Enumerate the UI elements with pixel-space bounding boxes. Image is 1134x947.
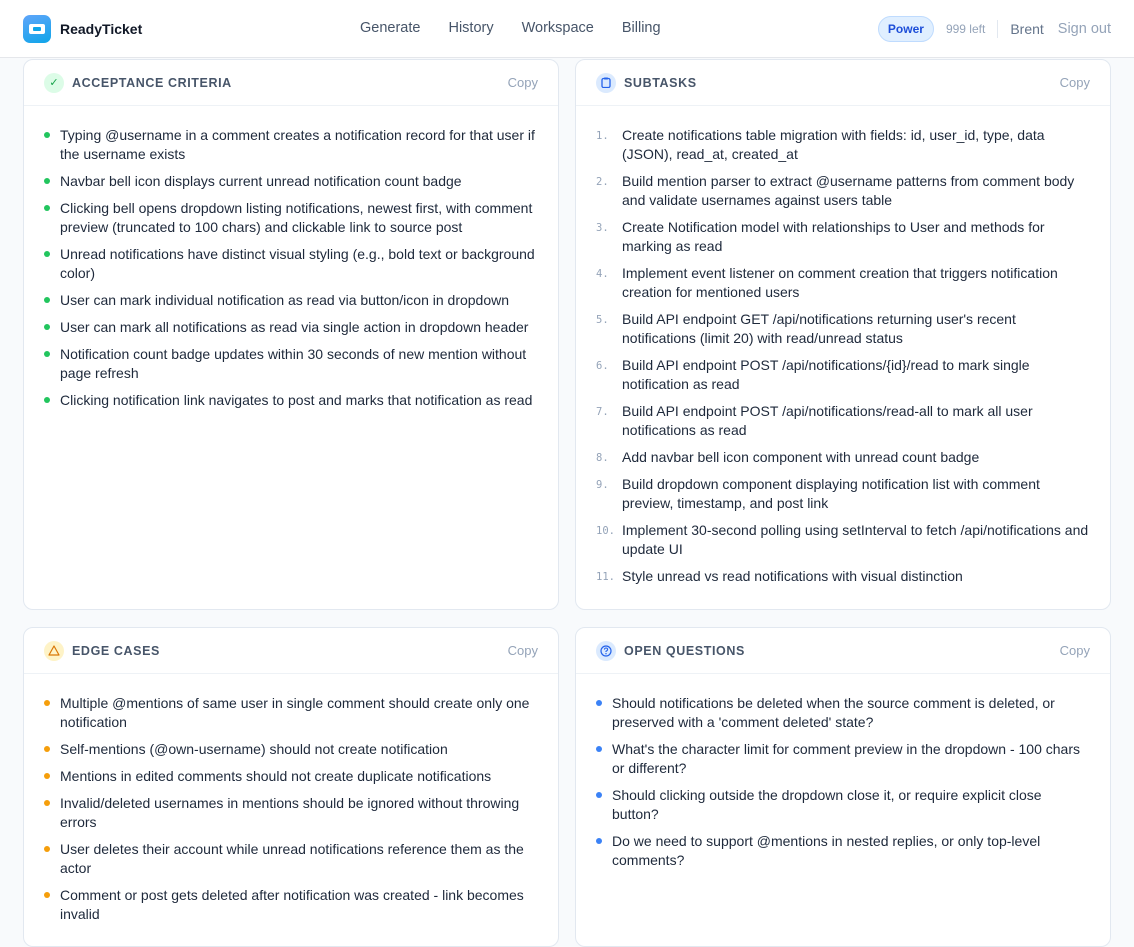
edge-case-item bbox=[44, 794, 538, 832]
bullet-dot bbox=[44, 846, 50, 852]
top-bar bbox=[0, 0, 1134, 58]
subtask-number: 6. bbox=[596, 360, 609, 372]
warning-icon bbox=[44, 641, 64, 661]
subtask-item bbox=[596, 402, 1090, 440]
main-nav bbox=[360, 20, 689, 36]
acceptance-item bbox=[44, 318, 538, 337]
item-text: Multiple @mentions of same user in single comment should create only one notification bbox=[60, 695, 530, 730]
acceptance-item bbox=[44, 172, 538, 191]
edge-case-item bbox=[44, 740, 538, 759]
card-title: EDGE CASES bbox=[72, 643, 160, 658]
bullet-dot bbox=[44, 397, 50, 403]
bullet-dot bbox=[44, 324, 50, 330]
brand-name: ReadyTicket bbox=[60, 21, 143, 37]
copy-button[interactable]: Copy bbox=[1059, 643, 1090, 658]
question-item bbox=[596, 694, 1090, 732]
card-header bbox=[24, 628, 558, 674]
item-text: Self-mentions (@own-username) should not create notification bbox=[60, 741, 448, 757]
edge-cases-card bbox=[23, 627, 559, 947]
plan-badge: Power bbox=[878, 16, 934, 42]
item-text: Create Notification model with relationships to User and methods for marking as read bbox=[622, 219, 1045, 254]
item-text: Implement event listener on comment creation that triggers notification creation for mentioned users bbox=[622, 265, 1058, 300]
ticket-logo-icon bbox=[23, 15, 51, 43]
bullet-dot bbox=[44, 773, 50, 779]
card-title: ACCEPTANCE CRITERIA bbox=[72, 75, 232, 90]
item-text: Implement 30-second polling using setInterval to fetch /api/notifications and update UI bbox=[622, 522, 1089, 557]
bullet-dot bbox=[44, 251, 50, 257]
subtask-item bbox=[596, 567, 1090, 586]
copy-button[interactable]: Copy bbox=[507, 75, 538, 90]
open-questions-card bbox=[575, 627, 1111, 947]
item-text: Should notifications be deleted when the source comment is deleted, or preserved with a 'comment deleted' state? bbox=[612, 695, 1055, 730]
edge-cases-list bbox=[24, 674, 558, 924]
copy-button[interactable]: Copy bbox=[1059, 75, 1090, 90]
subtask-number: 5. bbox=[596, 314, 609, 326]
item-text: Build mention parser to extract @username patterns from comment body and validate usernames against users table bbox=[622, 173, 1075, 208]
subtask-item bbox=[596, 356, 1090, 394]
brand[interactable] bbox=[23, 15, 142, 43]
bullet-dot bbox=[44, 132, 50, 138]
nav-billing[interactable]: Billing bbox=[621, 20, 661, 36]
subtask-item bbox=[596, 448, 1090, 467]
acceptance-list bbox=[24, 106, 558, 410]
subtask-number: 7. bbox=[596, 406, 609, 418]
check-icon: ✓ bbox=[44, 73, 64, 93]
item-text: Comment or post gets deleted after notification was created - link becomes invalid bbox=[60, 887, 524, 922]
copy-button[interactable]: Copy bbox=[507, 643, 538, 658]
card-header bbox=[576, 60, 1110, 106]
question-item bbox=[596, 832, 1090, 870]
subtask-number: 10. bbox=[596, 525, 615, 537]
item-text: Style unread vs read notifications with visual distinction bbox=[622, 568, 963, 584]
bullet-dot bbox=[44, 351, 50, 357]
item-text: Create notifications table migration with fields: id, user_id, type, data (JSON), read_at, created_at bbox=[622, 127, 1045, 162]
item-text: User deletes their account while unread notifications reference them as the actor bbox=[60, 841, 524, 876]
card-header bbox=[24, 60, 558, 106]
nav-history[interactable]: History bbox=[448, 20, 494, 36]
bullet-dot bbox=[596, 700, 602, 706]
acceptance-item bbox=[44, 199, 538, 237]
sign-out-link[interactable]: Sign out bbox=[1057, 21, 1111, 37]
item-text: Build dropdown component displaying notification list with comment preview, timestamp, and post link bbox=[622, 476, 1040, 511]
acceptance-item bbox=[44, 345, 538, 383]
account-area bbox=[878, 16, 1111, 42]
clipboard-icon bbox=[596, 73, 616, 93]
item-text: Mentions in edited comments should not create duplicate notifications bbox=[60, 768, 492, 784]
user-name: Brent bbox=[1010, 21, 1044, 37]
bullet-dot bbox=[44, 746, 50, 752]
item-text: Navbar bell icon displays current unread notification count badge bbox=[60, 173, 462, 189]
subtask-number: 2. bbox=[596, 176, 609, 188]
item-text: Clicking bell opens dropdown listing notifications, newest first, with comment preview (truncated to 100 chars) and clickable link to source post bbox=[60, 200, 533, 235]
item-text: Build API endpoint POST /api/notifications/{id}/read to mark single notification as read bbox=[622, 357, 1030, 392]
bullet-dot bbox=[596, 746, 602, 752]
subtask-number: 9. bbox=[596, 479, 609, 491]
bullet-dot bbox=[44, 800, 50, 806]
subtask-item bbox=[596, 310, 1090, 348]
subtask-item bbox=[596, 126, 1090, 164]
subtask-item bbox=[596, 172, 1090, 210]
item-text: Add navbar bell icon component with unread count badge bbox=[622, 449, 980, 465]
acceptance-criteria-card bbox=[23, 59, 559, 610]
nav-workspace[interactable]: Workspace bbox=[521, 20, 594, 36]
item-text: User can mark individual notification as read via button/icon in dropdown bbox=[60, 292, 510, 308]
bullet-dot bbox=[44, 205, 50, 211]
open-questions-list bbox=[576, 674, 1110, 870]
subtask-number: 3. bbox=[596, 222, 609, 234]
edge-case-item bbox=[44, 767, 538, 786]
edge-case-item bbox=[44, 694, 538, 732]
acceptance-item bbox=[44, 291, 538, 310]
bullet-dot bbox=[44, 178, 50, 184]
subtasks-card bbox=[575, 59, 1111, 610]
subtask-item bbox=[596, 218, 1090, 256]
item-text: Typing @username in a comment creates a notification record for that user if the username exists bbox=[60, 127, 535, 162]
question-icon bbox=[596, 641, 616, 661]
subtask-number: 1. bbox=[596, 130, 609, 142]
bullet-dot bbox=[44, 892, 50, 898]
bullet-dot bbox=[44, 700, 50, 706]
item-text: Build API endpoint POST /api/notifications/read-all to mark all user notifications as read bbox=[622, 403, 1033, 438]
acceptance-item bbox=[44, 391, 538, 410]
item-text: Notification count badge updates within 30 seconds of new mention without page refresh bbox=[60, 346, 527, 381]
question-item bbox=[596, 786, 1090, 824]
subtask-item bbox=[596, 264, 1090, 302]
item-text: Build API endpoint GET /api/notifications returning user's recent notifications (limit 20) with read/unread status bbox=[622, 311, 1016, 346]
card-title: SUBTASKS bbox=[624, 75, 697, 90]
item-text: User can mark all notifications as read via single action in dropdown header bbox=[60, 319, 529, 335]
subtask-number: 8. bbox=[596, 452, 609, 464]
item-text: Do we need to support @mentions in nested replies, or only top-level comments? bbox=[612, 833, 1041, 868]
item-text: Should clicking outside the dropdown close it, or require explicit close button? bbox=[612, 787, 1042, 822]
divider bbox=[997, 20, 998, 38]
bullet-dot bbox=[596, 792, 602, 798]
item-text: Unread notifications have distinct visual styling (e.g., bold text or background color) bbox=[60, 246, 535, 281]
edge-case-item bbox=[44, 886, 538, 924]
subtasks-list bbox=[576, 106, 1110, 586]
acceptance-item bbox=[44, 245, 538, 283]
subtask-number: 4. bbox=[596, 268, 609, 280]
card-header bbox=[576, 628, 1110, 674]
remaining-count: 999 left bbox=[945, 22, 986, 36]
bullet-dot bbox=[44, 297, 50, 303]
item-text: What's the character limit for comment preview in the dropdown - 100 chars or different? bbox=[612, 741, 1080, 776]
card-title: OPEN QUESTIONS bbox=[624, 643, 745, 658]
subtask-item bbox=[596, 475, 1090, 513]
question-item bbox=[596, 740, 1090, 778]
bullet-dot bbox=[596, 838, 602, 844]
edge-case-item bbox=[44, 840, 538, 878]
subtask-number: 11. bbox=[596, 571, 615, 583]
nav-generate[interactable]: Generate bbox=[360, 20, 421, 36]
item-text: Invalid/deleted usernames in mentions should be ignored without throwing errors bbox=[60, 795, 520, 830]
subtask-item bbox=[596, 521, 1090, 559]
item-text: Clicking notification link navigates to post and marks that notification as read bbox=[60, 392, 533, 408]
acceptance-item bbox=[44, 126, 538, 164]
